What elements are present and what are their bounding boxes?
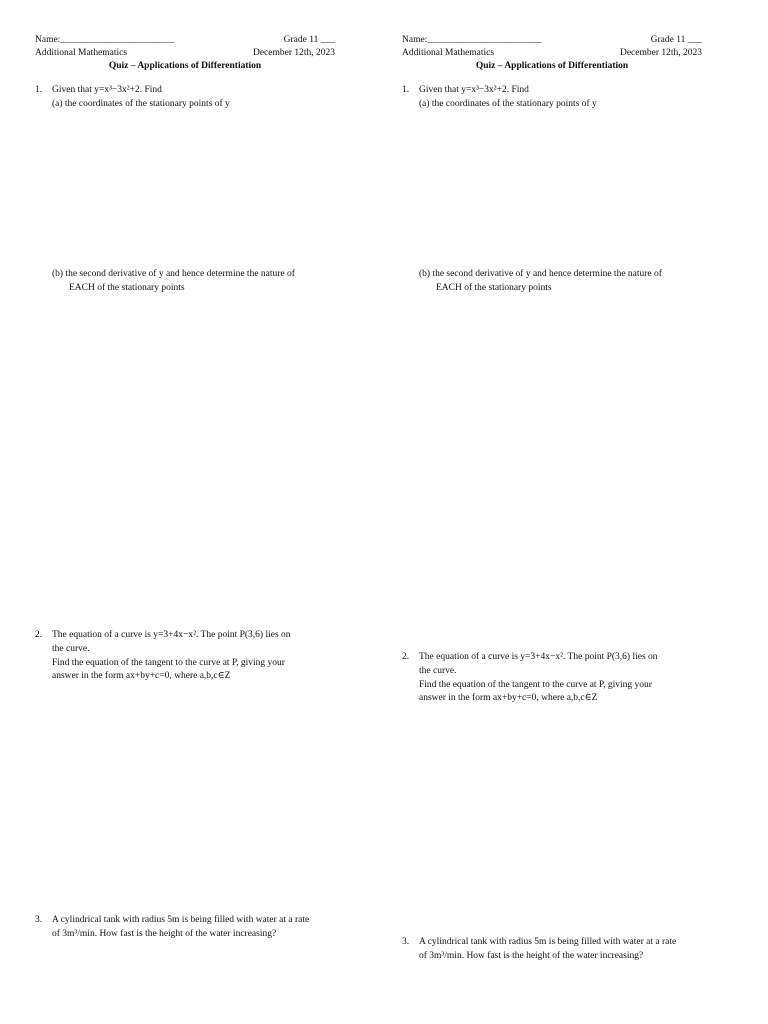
question-1-intro: Given that y=x³−3x²+2. Find (52, 85, 162, 95)
name-field-label: Name:________________________ (35, 35, 175, 45)
name-field-label: Name:________________________ (402, 35, 542, 45)
quiz-title: Quiz – Applications of Differentiation (475, 61, 629, 71)
question-2-line-1: The equation of a curve is y=3+4x−x². The point P(3,6) lies on (52, 630, 291, 640)
question-1b (35, 268, 335, 296)
question-3-line-1: A cylindrical tank with radius 5m is being filled with water at a rate (419, 937, 677, 947)
header-row-2 (402, 47, 702, 60)
header-row-1 (402, 34, 702, 47)
question-3 (402, 936, 702, 964)
date-label: December 12th, 2023 (252, 48, 335, 58)
question-1-intro: Given that y=x³−3x²+2. Find (419, 85, 529, 95)
subject-label: Additional Mathematics (35, 48, 128, 58)
grade-label: Grade 11 ___ (650, 35, 702, 45)
question-3-line-2: of 3m³/min. How fast is the height of the water increasing? (52, 928, 277, 939)
question-1b-line-2: EACH of the stationary points (436, 282, 552, 293)
quiz-sheet-right (402, 34, 702, 1014)
question-1 (35, 84, 335, 112)
question-1a: (a) the coordinates of the stationary points of y (52, 98, 230, 109)
date-label: December 12th, 2023 (619, 48, 702, 58)
question-number: 1. (402, 85, 410, 95)
header-row-2 (35, 47, 335, 60)
question-2-line-3: Find the equation of the tangent to the curve at P, giving your (52, 657, 285, 668)
question-2 (35, 629, 335, 684)
question-1b-line-2: EACH of the stationary points (69, 282, 185, 293)
question-3 (35, 914, 335, 942)
question-3-line-1: A cylindrical tank with radius 5m is being filled with water at a rate (52, 915, 310, 925)
quiz-sheet-left (35, 34, 335, 1014)
header-row-1 (35, 34, 335, 47)
question-number: 1. (35, 85, 43, 95)
question-number: 3. (35, 915, 43, 925)
question-number: 3. (402, 937, 410, 947)
question-1b (402, 268, 702, 296)
question-2-line-2: the curve. (419, 665, 457, 676)
question-number: 2. (35, 630, 43, 640)
grade-label: Grade 11 ___ (283, 35, 335, 45)
question-1a: (a) the coordinates of the stationary points of y (419, 98, 597, 109)
question-1 (402, 84, 702, 112)
question-2 (402, 651, 702, 706)
question-1b-line-1: (b) the second derivative of y and hence determine the nature of (52, 269, 295, 279)
question-number: 2. (402, 652, 410, 662)
question-2-line-2: the curve. (52, 643, 90, 654)
question-2-line-1: The equation of a curve is y=3+4x−x². The point P(3,6) lies on (419, 652, 658, 662)
question-2-line-4: answer in the form ax+by+c=0, where a,b,c∈Z (419, 693, 598, 704)
quiz-title: Quiz – Applications of Differentiation (108, 61, 262, 71)
question-2-line-3: Find the equation of the tangent to the curve at P, giving your (419, 679, 652, 690)
subject-label: Additional Mathematics (402, 48, 495, 58)
question-2-line-4: answer in the form ax+by+c=0, where a,b,c∈Z (52, 671, 231, 682)
question-3-line-2: of 3m³/min. How fast is the height of the water increasing? (419, 950, 644, 961)
question-1b-line-1: (b) the second derivative of y and hence determine the nature of (419, 269, 662, 279)
